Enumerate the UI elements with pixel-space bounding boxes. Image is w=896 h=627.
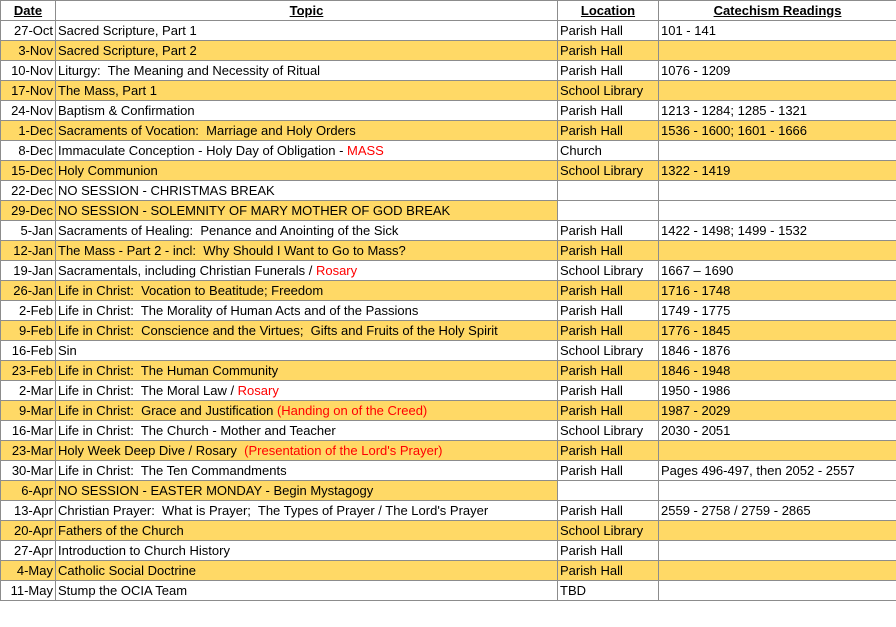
topic-cell[interactable] <box>56 561 558 581</box>
topic-text: The Mass - Part 2 - incl: Why Should I Want to Go to Mass? <box>58 242 406 258</box>
date-cell[interactable]: 6-Apr <box>1 481 56 501</box>
topic-text: The Mass, Part 1 <box>58 82 157 98</box>
topic-cell[interactable] <box>56 241 558 261</box>
readings-cell[interactable]: 2559 - 2758 / 2759 - 2865 <box>659 501 896 521</box>
readings-cell[interactable]: 1536 - 1600; 1601 - 1666 <box>659 121 896 141</box>
topic-cell[interactable] <box>56 121 558 141</box>
topic-cell[interactable] <box>56 341 558 361</box>
table-row <box>1 101 896 121</box>
topic-text: Baptism & Confirmation <box>58 102 195 118</box>
topic-text: Life in Christ: The Moral Law / <box>58 382 238 398</box>
location-cell[interactable]: Parish Hall <box>558 241 659 261</box>
topic-highlight: Rosary <box>237 382 279 398</box>
topic-text: Life in Christ: Conscience and the Virtues; Gifts and Fruits of the Holy Spirit <box>58 322 498 338</box>
location-cell[interactable]: Parish Hall <box>558 301 659 321</box>
header-catechism-readings[interactable]: Catechism Readings <box>659 1 896 21</box>
topic-cell[interactable] <box>56 501 558 521</box>
table-row <box>1 421 896 441</box>
table-row <box>1 261 896 281</box>
table-row <box>1 161 896 181</box>
topic-cell[interactable] <box>56 321 558 341</box>
readings-cell[interactable] <box>659 201 896 221</box>
location-cell[interactable] <box>558 181 659 201</box>
date-cell[interactable]: 23-Feb <box>1 361 56 381</box>
table-row <box>1 381 896 401</box>
table-row <box>1 141 896 161</box>
readings-cell[interactable] <box>659 41 896 61</box>
date-cell[interactable]: 30-Mar <box>1 461 56 481</box>
topic-text: Life in Christ: The Human Community <box>58 362 279 378</box>
date-cell[interactable]: 8-Dec <box>1 141 56 161</box>
readings-cell[interactable] <box>659 541 896 561</box>
topic-cell[interactable] <box>56 441 558 461</box>
topic-cell[interactable] <box>56 181 558 201</box>
readings-cell[interactable] <box>659 181 896 201</box>
date-cell[interactable]: 2-Feb <box>1 301 56 321</box>
topic-cell[interactable] <box>56 101 558 121</box>
topic-text: Life in Christ: The Church - Mother and Teacher <box>58 422 336 438</box>
readings-cell[interactable] <box>659 241 896 261</box>
date-cell[interactable]: 9-Feb <box>1 321 56 341</box>
topic-text: Life in Christ: Vocation to Beatitude; Freedom <box>58 282 324 298</box>
location-cell[interactable] <box>558 201 659 221</box>
location-cell[interactable]: Parish Hall <box>558 321 659 341</box>
date-cell[interactable]: 11-May <box>1 581 56 601</box>
table-row <box>1 241 896 261</box>
date-cell[interactable]: 3-Nov <box>1 41 56 61</box>
topic-highlight: MASS <box>347 142 384 158</box>
table-row <box>1 201 896 221</box>
topic-text: Life in Christ: The Morality of Human Acts and of the Passions <box>58 302 419 318</box>
table-row <box>1 461 896 481</box>
table-row <box>1 21 896 41</box>
topic-text: Introduction to Church History <box>58 542 230 558</box>
location-cell[interactable]: Parish Hall <box>558 361 659 381</box>
readings-cell[interactable] <box>659 441 896 461</box>
readings-cell[interactable]: 1422 - 1498; 1499 - 1532 <box>659 221 896 241</box>
readings-cell[interactable] <box>659 141 896 161</box>
date-cell[interactable]: 23-Mar <box>1 441 56 461</box>
table-row <box>1 41 896 61</box>
readings-cell[interactable]: 1213 - 1284; 1285 - 1321 <box>659 101 896 121</box>
location-cell[interactable]: TBD <box>558 581 659 601</box>
date-cell[interactable]: 16-Mar <box>1 421 56 441</box>
table-row <box>1 541 896 561</box>
location-cell[interactable]: Parish Hall <box>558 461 659 481</box>
date-cell[interactable]: 27-Apr <box>1 541 56 561</box>
date-cell[interactable]: 2-Mar <box>1 381 56 401</box>
readings-cell[interactable]: 101 - 141 <box>659 21 896 41</box>
readings-cell[interactable] <box>659 561 896 581</box>
topic-text: Christian Prayer: What is Prayer; The Types of Prayer / The Lord's Prayer <box>58 502 489 518</box>
table-row <box>1 321 896 341</box>
date-cell[interactable]: 5-Jan <box>1 221 56 241</box>
location-cell[interactable]: Parish Hall <box>558 121 659 141</box>
location-cell[interactable]: Parish Hall <box>558 41 659 61</box>
topic-text: Life in Christ: Grace and Justification <box>58 402 277 418</box>
readings-cell[interactable]: 1322 - 1419 <box>659 161 896 181</box>
table-row <box>1 361 896 381</box>
location-cell[interactable]: Church <box>558 141 659 161</box>
date-cell[interactable]: 4-May <box>1 561 56 581</box>
topic-cell[interactable] <box>56 201 558 221</box>
date-cell[interactable]: 17-Nov <box>1 81 56 101</box>
date-cell[interactable]: 27-Oct <box>1 21 56 41</box>
readings-cell[interactable]: 1846 - 1948 <box>659 361 896 381</box>
topic-text: Sacred Scripture, Part 2 <box>58 42 197 58</box>
readings-cell[interactable]: 1076 - 1209 <box>659 61 896 81</box>
table-row <box>1 121 896 141</box>
readings-cell[interactable] <box>659 81 896 101</box>
date-cell[interactable]: 24-Nov <box>1 101 56 121</box>
topic-text: Liturgy: The Meaning and Necessity of Ritual <box>58 62 321 78</box>
date-cell[interactable]: 1-Dec <box>1 121 56 141</box>
location-cell[interactable]: School Library <box>558 421 659 441</box>
topic-cell[interactable] <box>56 401 558 421</box>
location-cell[interactable]: Parish Hall <box>558 501 659 521</box>
topic-text: Immaculate Conception - Holy Day of Obligation - <box>58 142 348 158</box>
date-cell[interactable]: 19-Jan <box>1 261 56 281</box>
topic-text: Stump the OCIA Team <box>58 582 188 598</box>
readings-cell[interactable]: 1749 - 1775 <box>659 301 896 321</box>
topic-highlight: (Handing on of the Creed) <box>276 402 428 418</box>
readings-cell[interactable]: 1846 - 1876 <box>659 341 896 361</box>
date-cell[interactable]: 29-Dec <box>1 201 56 221</box>
location-cell[interactable]: Parish Hall <box>558 221 659 241</box>
table-row <box>1 61 896 81</box>
topic-text: Sacramentals, including Christian Funerals / <box>58 262 316 278</box>
topic-text: NO SESSION - CHRISTMAS BREAK <box>58 182 275 198</box>
location-cell[interactable]: School Library <box>558 81 659 101</box>
table-row <box>1 441 896 461</box>
table-row <box>1 401 896 421</box>
topic-text: Sin <box>58 342 77 358</box>
date-cell[interactable]: 22-Dec <box>1 181 56 201</box>
header-topic[interactable]: Topic <box>56 1 558 21</box>
readings-cell[interactable]: 1667 – 1690 <box>659 261 896 281</box>
table-row <box>1 561 896 581</box>
location-cell[interactable]: Parish Hall <box>558 561 659 581</box>
topic-cell[interactable] <box>56 41 558 61</box>
topic-cell[interactable] <box>56 461 558 481</box>
location-cell[interactable]: School Library <box>558 341 659 361</box>
topic-text: Holy Week Deep Dive / Rosary <box>58 442 245 458</box>
date-cell[interactable]: 20-Apr <box>1 521 56 541</box>
header-location[interactable]: Location <box>558 1 659 21</box>
topic-cell[interactable] <box>56 481 558 501</box>
topic-text: NO SESSION - SOLEMNITY OF MARY MOTHER OF GOD BREAK <box>58 202 451 218</box>
location-cell[interactable]: Parish Hall <box>558 401 659 421</box>
readings-cell[interactable]: 2030 - 2051 <box>659 421 896 441</box>
date-cell[interactable]: 15-Dec <box>1 161 56 181</box>
topic-cell[interactable] <box>56 581 558 601</box>
readings-cell[interactable] <box>659 581 896 601</box>
topic-cell[interactable] <box>56 421 558 441</box>
table-row <box>1 81 896 101</box>
readings-cell[interactable]: 1950 - 1986 <box>659 381 896 401</box>
location-cell[interactable]: School Library <box>558 261 659 281</box>
table-row <box>1 281 896 301</box>
topic-highlight: (Presentation of the Lord's Prayer) <box>244 442 443 458</box>
topic-cell[interactable] <box>56 301 558 321</box>
topic-cell[interactable] <box>56 281 558 301</box>
topic-cell[interactable] <box>56 61 558 81</box>
topic-cell[interactable] <box>56 381 558 401</box>
date-cell[interactable]: 16-Feb <box>1 341 56 361</box>
readings-cell[interactable] <box>659 481 896 501</box>
table-row <box>1 581 896 601</box>
table-row <box>1 501 896 521</box>
table-row <box>1 301 896 321</box>
location-cell[interactable]: Parish Hall <box>558 381 659 401</box>
table-row <box>1 341 896 361</box>
readings-cell[interactable] <box>659 521 896 541</box>
readings-cell[interactable]: 1716 - 1748 <box>659 281 896 301</box>
table-row <box>1 181 896 201</box>
location-cell[interactable]: Parish Hall <box>558 61 659 81</box>
topic-text: Fathers of the Church <box>58 522 184 538</box>
topic-cell[interactable] <box>56 521 558 541</box>
date-cell[interactable]: 26-Jan <box>1 281 56 301</box>
date-cell[interactable]: 12-Jan <box>1 241 56 261</box>
location-cell[interactable]: Parish Hall <box>558 541 659 561</box>
readings-cell[interactable]: Pages 496-497, then 2052 - 2557 <box>659 461 896 481</box>
topic-text: Sacraments of Healing: Penance and Anointing of the Sick <box>58 222 399 238</box>
topic-highlight: Rosary <box>315 262 358 278</box>
table-row <box>1 221 896 241</box>
table-row <box>1 481 896 501</box>
topic-cell[interactable] <box>56 361 558 381</box>
topic-cell[interactable] <box>56 81 558 101</box>
header-row <box>1 1 896 21</box>
topic-cell[interactable] <box>56 221 558 241</box>
topic-text: Life in Christ: The Ten Commandments <box>58 462 287 478</box>
table-row <box>1 521 896 541</box>
date-cell[interactable]: 13-Apr <box>1 501 56 521</box>
readings-cell[interactable]: 1776 - 1845 <box>659 321 896 341</box>
topic-cell[interactable] <box>56 261 558 281</box>
location-cell[interactable]: Parish Hall <box>558 101 659 121</box>
topic-cell[interactable] <box>56 21 558 41</box>
location-cell[interactable]: Parish Hall <box>558 441 659 461</box>
location-cell[interactable]: Parish Hall <box>558 21 659 41</box>
date-cell[interactable]: 10-Nov <box>1 61 56 81</box>
header-date[interactable]: Date <box>1 1 56 21</box>
topic-cell[interactable] <box>56 541 558 561</box>
topic-text: Sacraments of Vocation: Marriage and Holy Orders <box>58 122 356 138</box>
date-cell[interactable]: 9-Mar <box>1 401 56 421</box>
location-cell[interactable]: Parish Hall <box>558 281 659 301</box>
location-cell[interactable]: School Library <box>558 521 659 541</box>
topic-text: Sacred Scripture, Part 1 <box>58 22 197 38</box>
topic-text: Catholic Social Doctrine <box>58 562 197 578</box>
topic-text: NO SESSION - EASTER MONDAY - Begin Mystagogy <box>58 482 374 498</box>
readings-cell[interactable]: 1987 - 2029 <box>659 401 896 421</box>
topic-cell[interactable] <box>56 141 558 161</box>
topic-text: Holy Communion <box>58 162 158 178</box>
location-cell[interactable] <box>558 481 659 501</box>
location-cell[interactable]: School Library <box>558 161 659 181</box>
topic-cell[interactable] <box>56 161 558 181</box>
